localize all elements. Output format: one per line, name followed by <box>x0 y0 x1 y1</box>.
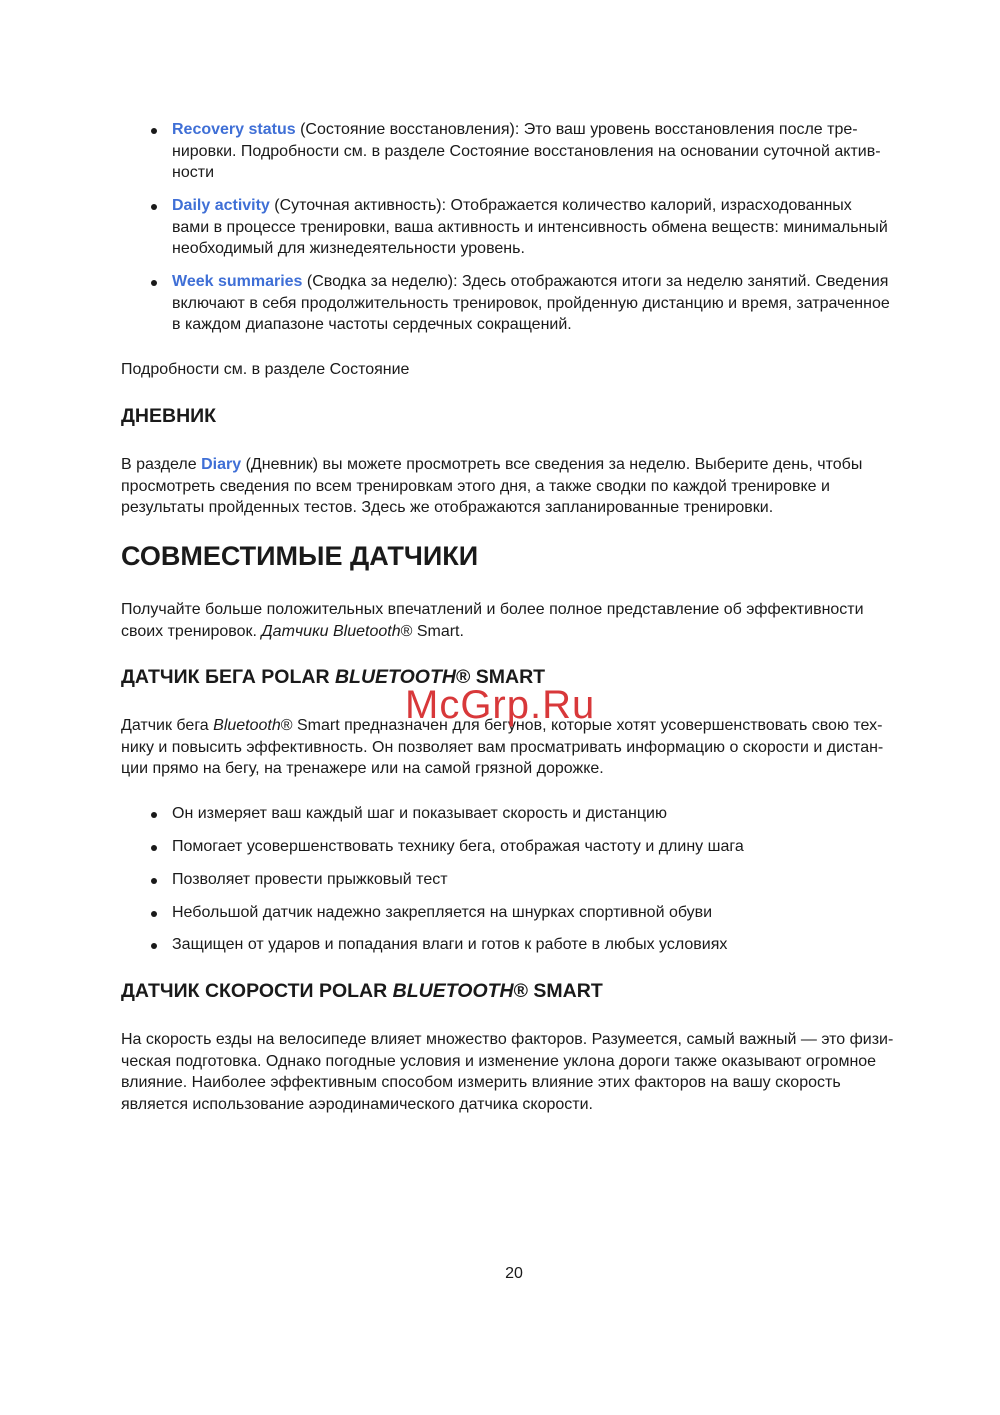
text: На скорость езды на велосипеде влияет множество факторов. Разумеется, самый важный — это физи- <box>121 1031 894 1048</box>
text: ческая подготовка. Однако погодные условия и изменение уклона дороги также оказывают огромное <box>121 1052 877 1070</box>
recovery-status-link[interactable]: Recovery status <box>172 121 296 138</box>
text: Bluetooth <box>213 717 281 734</box>
bullet-icon <box>151 943 157 949</box>
list-item: Защищен от ударов и попадания влаги и готов к работе в любых условиях <box>172 936 728 953</box>
text: (Суточная активность): Отображается количество калорий, израсходованных <box>269 197 852 214</box>
diary-paragraph <box>121 454 862 519</box>
bullet-icon <box>151 128 157 134</box>
list-item: Позволяет провести прыжковый тест <box>172 871 448 888</box>
text: ® Smart предназначен для бегунов, которые хотят усовершенствовать свою тех- <box>280 717 883 734</box>
text: Датчик бега <box>121 717 214 734</box>
week-summaries-link[interactable]: Week summaries <box>172 273 303 290</box>
text: ции прямо на бегу, на тренажере или на самой грязной дорожке. <box>121 760 604 778</box>
speed-sensor-heading <box>121 980 603 1003</box>
text: (Сводка за неделю): Здесь отображаются итоги за неделю занятий. Сведения <box>302 273 889 290</box>
sensors-heading: СОВМЕСТИМЫЕ ДАТЧИКИ <box>121 541 479 571</box>
text: Получайте больше положительных впечатлений и более полное представление об эффективности <box>121 601 864 618</box>
bullet-icon <box>151 845 157 851</box>
bullet-week-summaries <box>172 271 890 336</box>
text: в каждом диапазоне частоты сердечных сокращений. <box>172 316 572 334</box>
text: ДАТЧИК СКОРОСТИ POLAR <box>121 980 393 1002</box>
text: влияние. Наиболее эффективным способом измерить влияние этих факторов на вашу скорость <box>121 1074 841 1092</box>
diary-heading: ДНЕВНИК <box>121 405 217 427</box>
daily-activity-link[interactable]: Daily activity <box>172 197 270 214</box>
text: ® SMART <box>513 980 603 1002</box>
bullet-daily-activity <box>172 195 888 260</box>
bullet-icon <box>151 878 157 884</box>
text: необходимый для жизнедеятельности уровень. <box>172 240 525 258</box>
text: ® SMART <box>455 666 546 688</box>
text: (Дневник) вы можете просмотреть все сведения за неделю. Выберите день, чтобы <box>241 456 863 473</box>
speed-paragraph <box>121 1029 893 1115</box>
text: просмотреть сведения по всем тренировкам этого дня, а также сводки по каждой тренировке и <box>121 477 830 495</box>
text: нировки. Подробности см. в разделе Состояние восстановления на основании суточной актив- <box>172 142 881 160</box>
text: ДАТЧИК БЕГА POLAR <box>121 666 335 688</box>
list-item: Он измеряет ваш каждый шаг и показывает скорость и дистанцию <box>172 805 667 822</box>
bullet-icon <box>151 204 157 210</box>
text: является использование аэродинамического датчика скорости. <box>121 1095 593 1113</box>
text: Датчики Bluetooth <box>261 622 401 640</box>
diary-link[interactable]: Diary <box>201 456 242 473</box>
list-item: Небольшой датчик надежно закрепляется на шнурках спортивной обуви <box>172 904 713 921</box>
page-number: 20 <box>505 1265 523 1282</box>
bullet-icon <box>151 280 157 286</box>
text: ности <box>172 164 214 182</box>
text: нику и повысить эффективность. Он позволяет вам просматривать информацию о скорости и дистан- <box>121 738 884 756</box>
watermark: McGrp.Ru <box>405 683 596 727</box>
bullet-recovery-status <box>172 119 881 184</box>
text: В разделе <box>121 456 202 473</box>
text: BLUETOOTH <box>392 980 514 1002</box>
list-item: Помогает усовершенствовать технику бега, отображая частоту и длину шага <box>172 838 744 855</box>
details-paragraph: Подробности см. в разделе Состояние <box>121 361 410 378</box>
text: (Состояние восстановления): Это ваш уровень восстановления после тре- <box>295 121 858 138</box>
bullet-icon <box>151 812 157 818</box>
bullet-icon <box>151 911 157 917</box>
text: ® Smart. <box>400 622 464 640</box>
text: BLUETOOTH <box>334 666 456 688</box>
text: результаты пройденных тестов. Здесь же отображаются запланированные тренировки. <box>121 499 774 517</box>
text: вами в процессе тренировки, ваша активность и интенсивность обмена веществ: минимальный <box>172 218 888 236</box>
text: включают в себя продолжительность тренировок, пройденную дистанцию и время, затраченное <box>172 294 890 312</box>
sensors-paragraph <box>121 599 864 642</box>
text: своих тренировок. <box>121 622 262 640</box>
